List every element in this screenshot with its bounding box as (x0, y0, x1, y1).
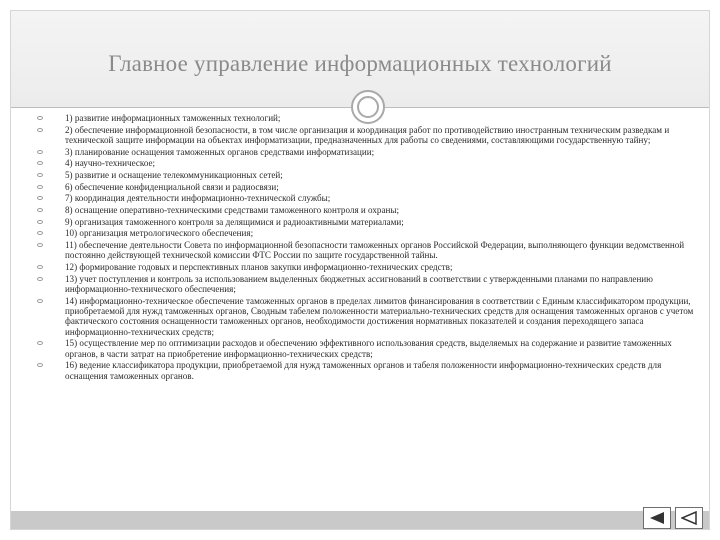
list-item (29, 217, 697, 227)
list-item (29, 170, 697, 180)
list-item-text: 14) информационно-техническое обеспечение таможенных органов в пределах лимитов финансирования в соответствии с Единым классификатором продукции, приобретаемой для нужд таможенных органов, Сводным табелем положенности материально-технических средств для оснащения таможенных органов с учетом фактического состояния оснащенности таможенных органов, необходимости достижения нормативных показателей и создания переходящего запаса информационно-технических средств; (65, 295, 694, 337)
bullet-icon (37, 185, 43, 189)
triangle-left-outline-icon (681, 511, 697, 525)
list-item-text: 8) оснащение оперативно-техническими средствами таможенного контроля и охраны; (65, 205, 399, 216)
previous-slide-button[interactable] (643, 507, 671, 529)
next-slide-button[interactable] (675, 507, 703, 529)
list-item-text: 3) планирование оснащения таможенных органов средствами информатизации; (65, 146, 375, 157)
list-item (29, 240, 697, 261)
list-item-text: 7) координация деятельности информационно-технической службы; (65, 193, 331, 204)
function-list (29, 113, 697, 382)
list-item (29, 125, 697, 146)
list-item (29, 274, 697, 295)
bullet-icon (37, 173, 43, 177)
list-item (29, 228, 697, 238)
list-item (29, 338, 697, 359)
list-item (29, 113, 697, 123)
list-item-text: 12) формирование годовых и перспективных планов закупки информационно-технических средств; (65, 262, 453, 273)
list-item (29, 360, 697, 381)
list-item (29, 147, 697, 157)
list-item-text: 11) обеспечение деятельности Совета по информационной безопасности таможенных органов Российской Федерации, выполняющего функции ведомственной постоянно действующей технической комиссии ФТС России по защите государственной тайны. (65, 240, 685, 261)
bullet-icon (37, 150, 43, 154)
bullet-icon (37, 116, 43, 120)
list-item-text: 6) обеспечение конфиденциальной связи и радиосвязи; (65, 181, 279, 192)
bullet-icon (37, 208, 43, 212)
bullet-icon (37, 341, 43, 345)
list-item-text: 16) ведение классификатора продукции, приобретаемой для нужд таможенных органов и табеля положенности информационно-технических средств для оснащения таможенных органов. (65, 360, 662, 381)
list-item (29, 158, 697, 168)
bullet-icon (37, 220, 43, 224)
bullet-icon (37, 231, 43, 235)
list-item-text: 10) организация метрологического обеспечения; (65, 228, 254, 239)
bullet-icon (37, 277, 43, 281)
bullet-icon (37, 299, 43, 303)
list-item-text: 2) обеспечение информационной безопасности, в том числе организация и координация работ по противодействию иностранным техническим разведкам и технической защите информации на объектах информатизации, предназначенных для работы со сведениями, составляющими государственную тайну; (65, 124, 670, 145)
bullet-icon (37, 265, 43, 269)
list-item-text: 13) учет поступления и контроль за использованием выделенных бюджетных ассигнований в соответствии с утвержденными планами по направлению информационно-технического обеспечения; (65, 273, 653, 295)
list-item-text: 1) развитие информационных таможенных технологий; (65, 113, 281, 123)
bullet-icon (37, 196, 43, 200)
list-item (29, 193, 697, 203)
list-item (29, 182, 697, 192)
list-item (29, 205, 697, 215)
bullet-icon (37, 243, 43, 247)
bullet-icon (37, 161, 43, 165)
list-item (29, 296, 697, 337)
list-item-text: 5) развитие и оснащение телекоммуникационных сетей; (65, 170, 283, 181)
triangle-left-icon (649, 511, 665, 525)
list-item-text: 9) организация таможенного контроля за делящимися и радиоактивными материалами; (65, 216, 404, 227)
bullet-icon (37, 363, 43, 367)
slide-frame (10, 10, 710, 530)
slide-title: Главное управление информационных технологий (108, 51, 612, 76)
list-item-text: 15) осуществление мер по оптимизации расходов и обеспечению эффективного использования средств, выделяемых на содержание и развитие таможенных органов, в части затрат на приобретение информационно-технических средств; (65, 338, 672, 359)
list-item-text: 4) научно-техническое; (65, 158, 156, 169)
list-item (29, 262, 697, 272)
bullet-icon (37, 128, 43, 132)
footer-bar (11, 511, 709, 529)
